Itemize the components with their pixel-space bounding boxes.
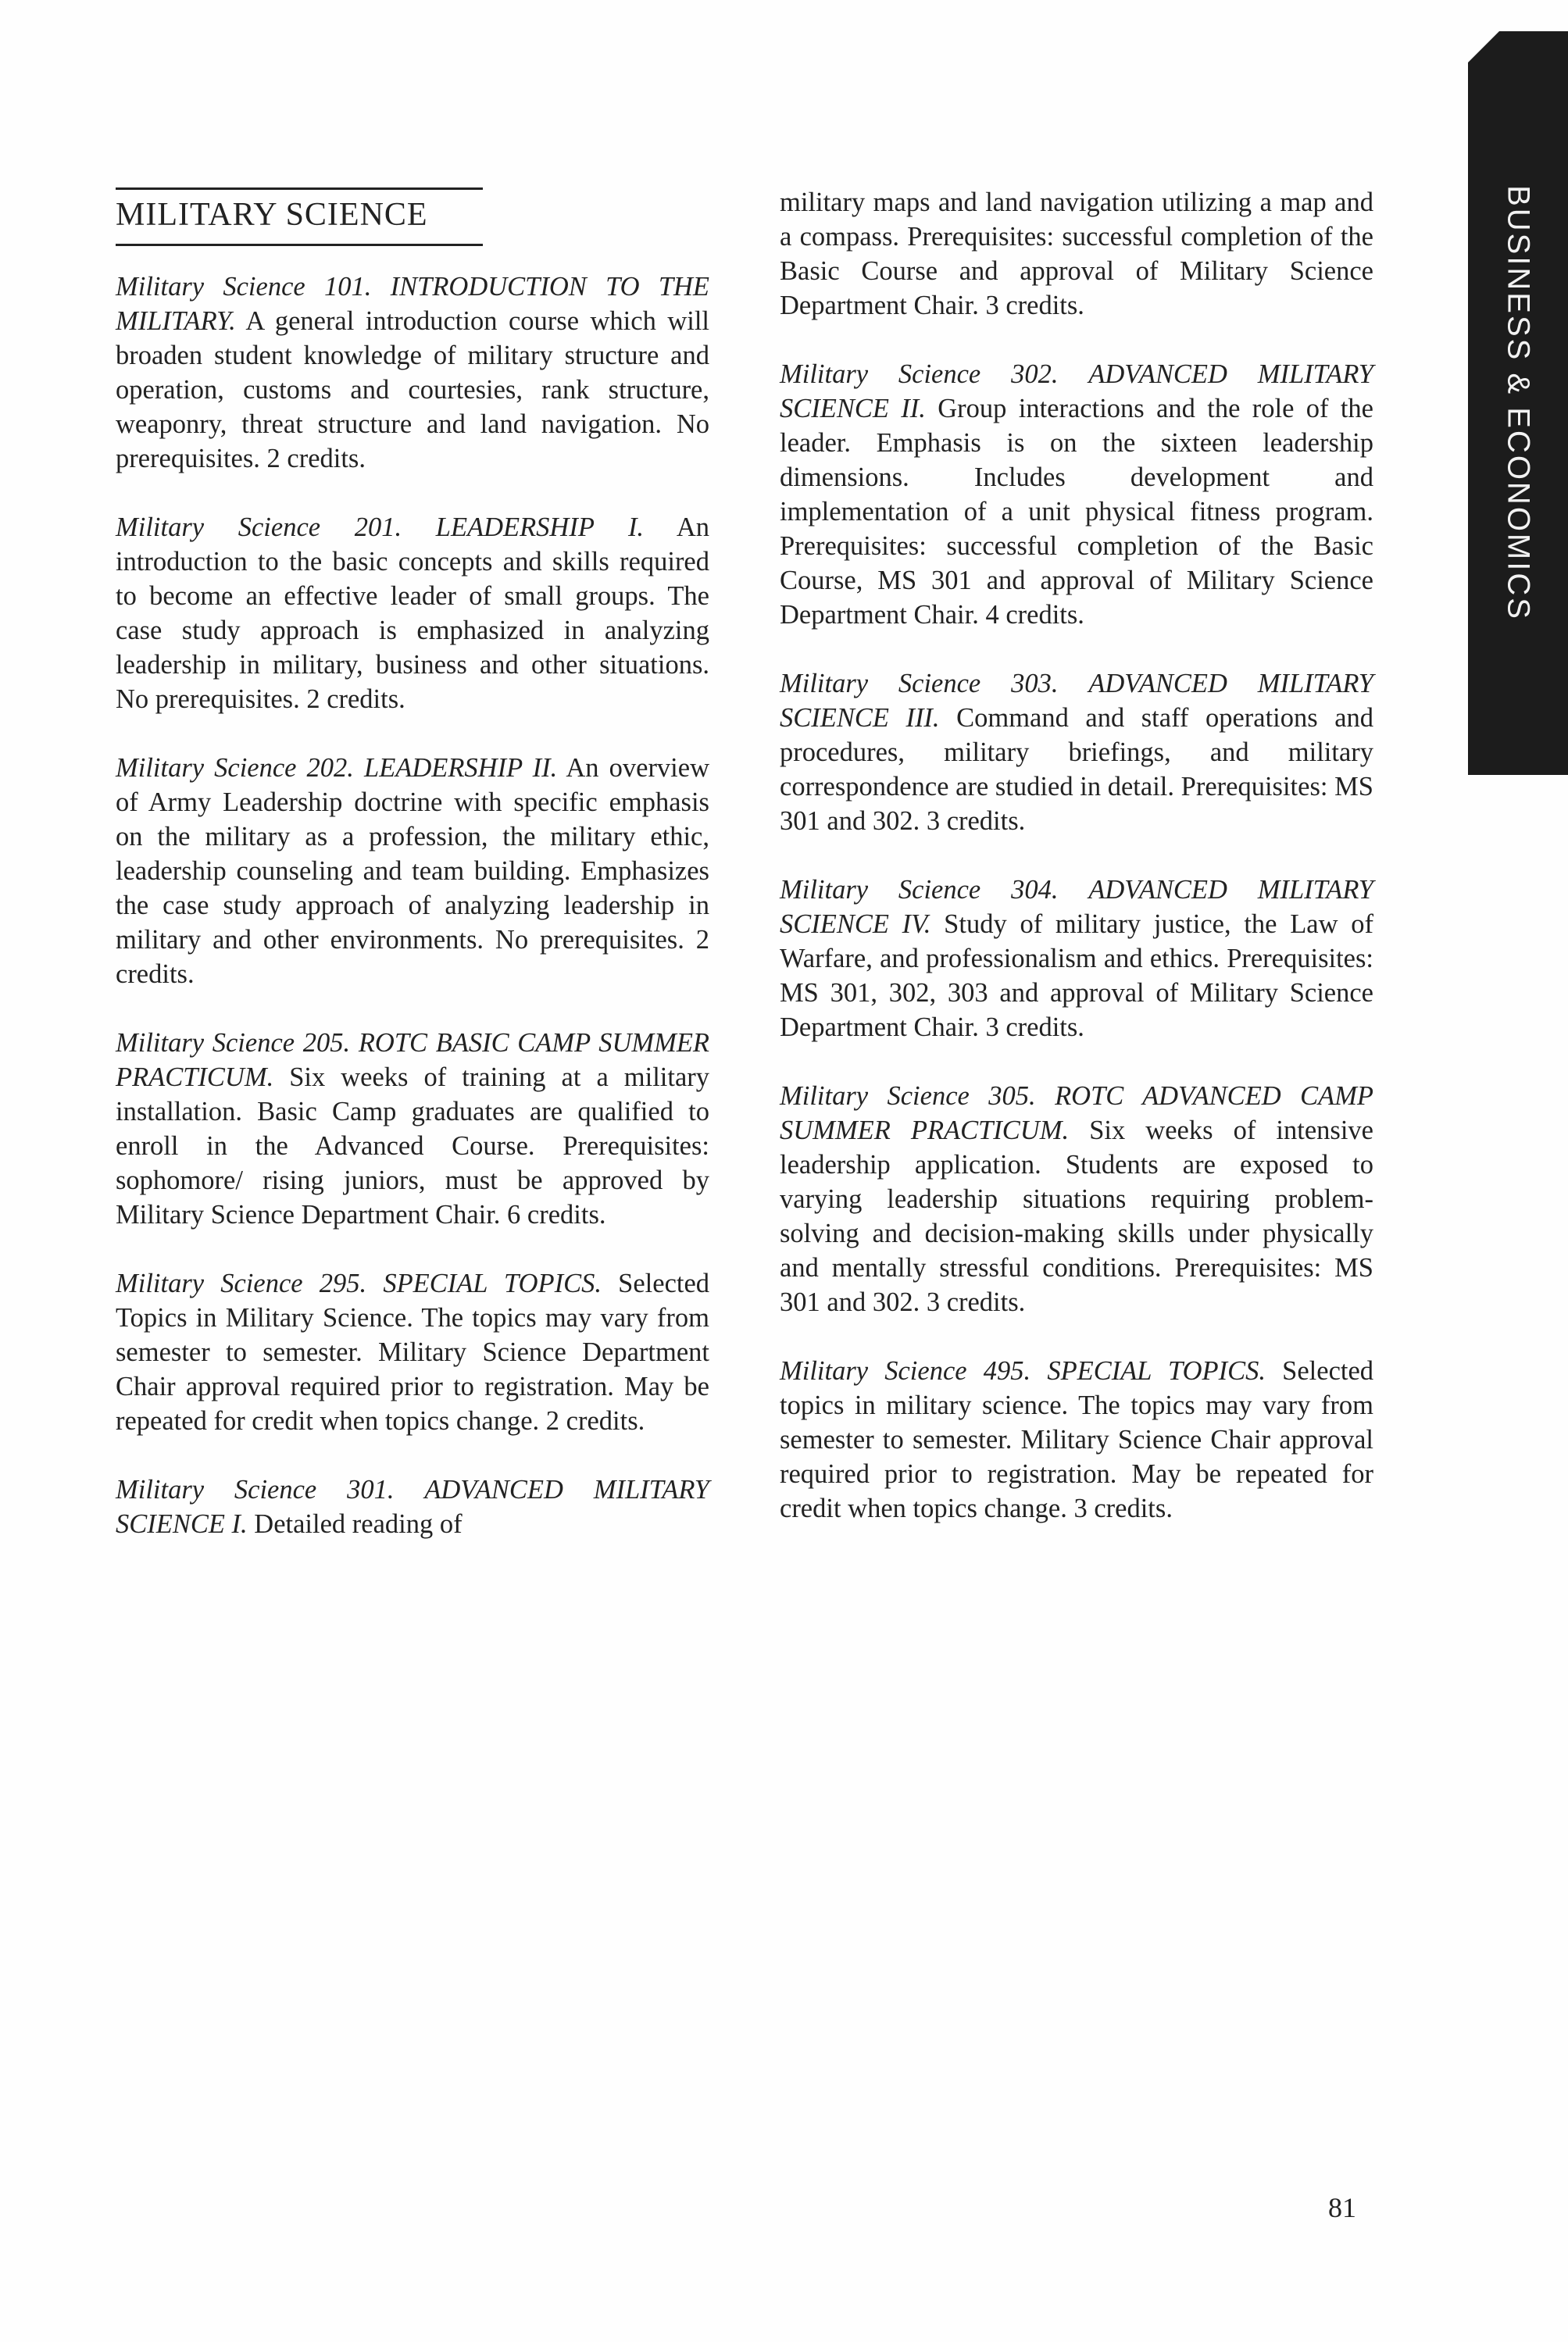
course-number: Military Science 304.: [780, 875, 1059, 905]
course-description: An overview of Army Leadership doctrine with specific emphasis on the military as a profession, the military ethic, leadership counseling and team building. Emphasizes the case study approach of analyzing leadership in military and other environments. No prerequisites. 2 credits.: [116, 753, 709, 989]
title-rule-bottom: [116, 244, 483, 246]
course-entry-ms205: [116, 1026, 709, 1232]
course-description: Selected topics in military science. The topics may vary from semester to semester. Military Science Chair approval required prior to registration. May be repeated for credit when topics change. 3 credits.: [780, 1356, 1374, 1523]
course-number: Military Science 305.: [780, 1081, 1036, 1111]
course-description: Six weeks of training at a military installation. Basic Camp graduates are qualified to enroll in the Advanced Course. Prerequisites: sophomore/ rising juniors, must be approved by Military Science Department Chair. 6 credits.: [116, 1062, 709, 1230]
course-title: ROTC ADVANCED CAMP SUMMER PRACTICUM.: [780, 1081, 1374, 1145]
course-title: SPECIAL TOPICS.: [383, 1269, 602, 1298]
course-description: Command and staff operations and procedures, military briefings, and military correspondence are studied in detail. Prerequisites: MS 301 and 302. 3 credits.: [780, 703, 1374, 836]
course-title: ROTC BASIC CAMP SUMMER PRACTICUM.: [116, 1028, 710, 1092]
course-title: LEADERSHIP II.: [364, 753, 558, 783]
course-number: Military Science 301.: [116, 1475, 395, 1505]
course-description: An introduction to the basic concepts and skills required to become an effective leader of small groups. The case study approach is emphasized in analyzing leadership in military, business and other situations. No prerequisites. 2 credits.: [116, 512, 709, 714]
course-entry-ms202: [116, 751, 709, 991]
course-entry-ms302: [780, 357, 1373, 632]
course-description: A general introduction course which will broaden student knowledge of military structure and operation, customs and courtesies, rank structure, weaponry, threat structure and land navigation. No prerequisites. 2 credits.: [116, 306, 709, 473]
course-title: INTRODUCTION TO THE MILITARY.: [116, 272, 710, 336]
course-number: Military Science 202.: [116, 753, 354, 783]
course-entry-ms201: [116, 510, 709, 716]
course-description: Group interactions and the role of the leader. Emphasis is on the sixteen leadership dimensions. Includes development and implementation of a unit physical fitness program. Prerequisites: successful completion of the Basic Course, MS 301 and approval of Military Science Department Chair. 4 credits.: [780, 394, 1373, 630]
course-number: Military Science 495.: [780, 1356, 1031, 1386]
course-title: ADVANCED MILITARY SCIENCE III.: [780, 669, 1373, 733]
course-description: Detailed reading of: [254, 1509, 463, 1539]
course-number: Military Science 302.: [780, 359, 1059, 389]
course-title: ADVANCED MILITARY SCIENCE II.: [780, 359, 1373, 423]
title-rule-top: [116, 187, 483, 190]
left-column: [116, 270, 709, 1576]
course-entry-ms305: [780, 1079, 1373, 1319]
course-entry-ms303: [780, 666, 1373, 838]
course-description: Six weeks of intensive leadership application. Students are exposed to varying leadership situations requiring problem-solving and decision-making skills under physically and mentally stressful conditions. Prerequisites: MS 301 and 302. 3 credits.: [780, 1116, 1373, 1317]
course-title: ADVANCED MILITARY SCIENCE IV.: [780, 875, 1373, 939]
course-entry-ms304: [780, 873, 1373, 1044]
course-entry-ms301-continued: [780, 185, 1373, 323]
course-number: Military Science 205.: [116, 1028, 351, 1058]
course-title: SPECIAL TOPICS.: [1047, 1356, 1266, 1386]
section-tab-label: BUSINESS & ECONOMICS: [1501, 185, 1536, 621]
course-description: military maps and land navigation utilizing a map and a compass. Prerequisites: successful completion of the Basic Course and approval of Military Science Department Chair. 3 credits.: [780, 187, 1373, 320]
course-description: Study of military justice, the Law of Warfare, and professionalism and ethics. Prerequisites: MS 301, 302, 303 and approval of Military Science Department Chair. 3 credits.: [780, 909, 1374, 1042]
tab-corner: [1468, 31, 1499, 62]
course-number: Military Science 101.: [116, 272, 372, 302]
course-title: LEADERSHIP I.: [435, 512, 645, 542]
course-title: ADVANCED MILITARY SCIENCE I.: [116, 1475, 709, 1539]
section-title: MILITARY SCIENCE: [116, 197, 428, 233]
course-entry-ms101: [116, 270, 709, 476]
page-number: 81: [1328, 2192, 1356, 2223]
course-entry-ms301: [116, 1473, 709, 1541]
course-number: Military Science 303.: [780, 669, 1059, 698]
course-number: Military Science 201.: [116, 512, 402, 542]
right-column: [780, 185, 1373, 1560]
course-description: Selected Topics in Military Science. The topics may vary from semester to semester. Military Science Department Chair approval required prior to registration. May be repeated for credit when topics change. 2 credits.: [116, 1269, 710, 1436]
course-entry-ms295: [116, 1266, 709, 1438]
course-entry-ms495: [780, 1354, 1373, 1526]
course-number: Military Science 295.: [116, 1269, 367, 1298]
